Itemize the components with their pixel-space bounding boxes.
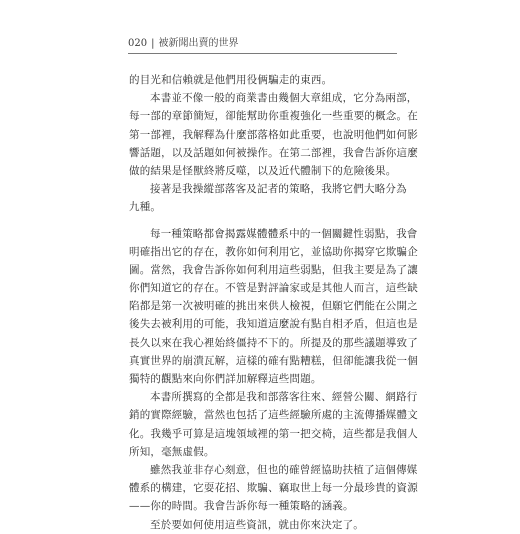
text-line: 本書並不像一般的商業書由幾個大章組成，它分為兩部， [150,92,418,105]
text-line: 響話題，以及話題如何被操作。在第二部裡，我會告訴你這麼 [129,146,418,159]
text-line: 本書所撰寫的全都是我和部落客往來、經營公關、網路行 [150,391,418,404]
paragraph [129,89,418,180]
text-line: 第一部裡，我解釋為什麼部落格如此重要，也說明他們如何影 [129,128,418,141]
text-line: 圖。當然，我會告訴你如何利用這些弱點，但我主要是為了讓 [129,263,418,276]
running-header [128,38,398,50]
text-line: 所知，毫無虛假。 [129,445,215,458]
text-line: 體系的構建，它耍花招、欺騙、竊取世上每一分最珍貴的資源 [129,482,418,495]
text-line: 後失去被利用的可能，我知道這麼說有點自相矛盾，但這也是 [129,318,418,331]
book-title: 被新聞出賣的世界 [158,38,239,49]
text-line: 你們知道它的存在。不管是對評論家或是其他人而言，這些缺 [129,282,418,295]
text-line: 每一種策略都會揭露媒體體系中的一個關鍵性弱點，我會 [150,227,418,240]
text-line: 銷的實際經驗，當然也包括了這些經驗所處的主流傳播媒體文 [129,409,418,422]
paragraph [129,71,404,89]
text-line: 雖然我並非存心刻意，但也的確曾經協助扶植了這個傳媒 [150,463,418,476]
paragraph [129,388,418,461]
text-line: 每一部的章節簡短，卻能幫助你重複強化一些重要的概念。在 [129,110,418,123]
text-line: 明確指出它的存在，教你如何利用它，並協助你揭穿它欺騙企 [129,245,418,258]
text-line: ——你的時間。我會告訴你每一種策略的涵義。 [129,500,354,513]
text-line: 真實世界的崩潰瓦解，這樣的確有點糟糕，但卻能讓我從一個 [129,354,418,367]
text-line: 獨特的觀點來向你們詳加解釋這些問題。 [129,373,322,385]
text-line: 做的結果是怪獸終將反噬，以及近代體制下的危險後果。 [129,164,397,177]
page-number: 020 [128,38,148,49]
text-line: 化。我幾乎可算是這塊領域裡的第一把交椅，這些都是我個人 [129,427,418,440]
header-rule [128,53,397,54]
paragraph-gap [129,217,404,225]
paragraph [129,180,407,216]
paragraph [129,461,418,516]
text-line: 九種。 [129,201,162,214]
text-line: 陷都是第一次被明確的挑出來供人檢視，但願它們能在公開之 [129,300,418,313]
header-separator: | [151,38,155,49]
text-line: 的目光和信賴就是他們用役俩騙走的東西。 [129,74,333,86]
text-line: 至於要如何使用這些資訊，就由你來決定了。 [150,518,364,531]
paragraph [129,516,404,534]
paragraph [129,225,418,389]
text-line: 接著是我操縱部落客及記者的策略，我將它們大略分為 [150,183,407,196]
body-text [129,71,418,534]
text-line: 長久以來在我心裡始終僵持不下的。所提及的那些議題導致了 [129,336,418,349]
